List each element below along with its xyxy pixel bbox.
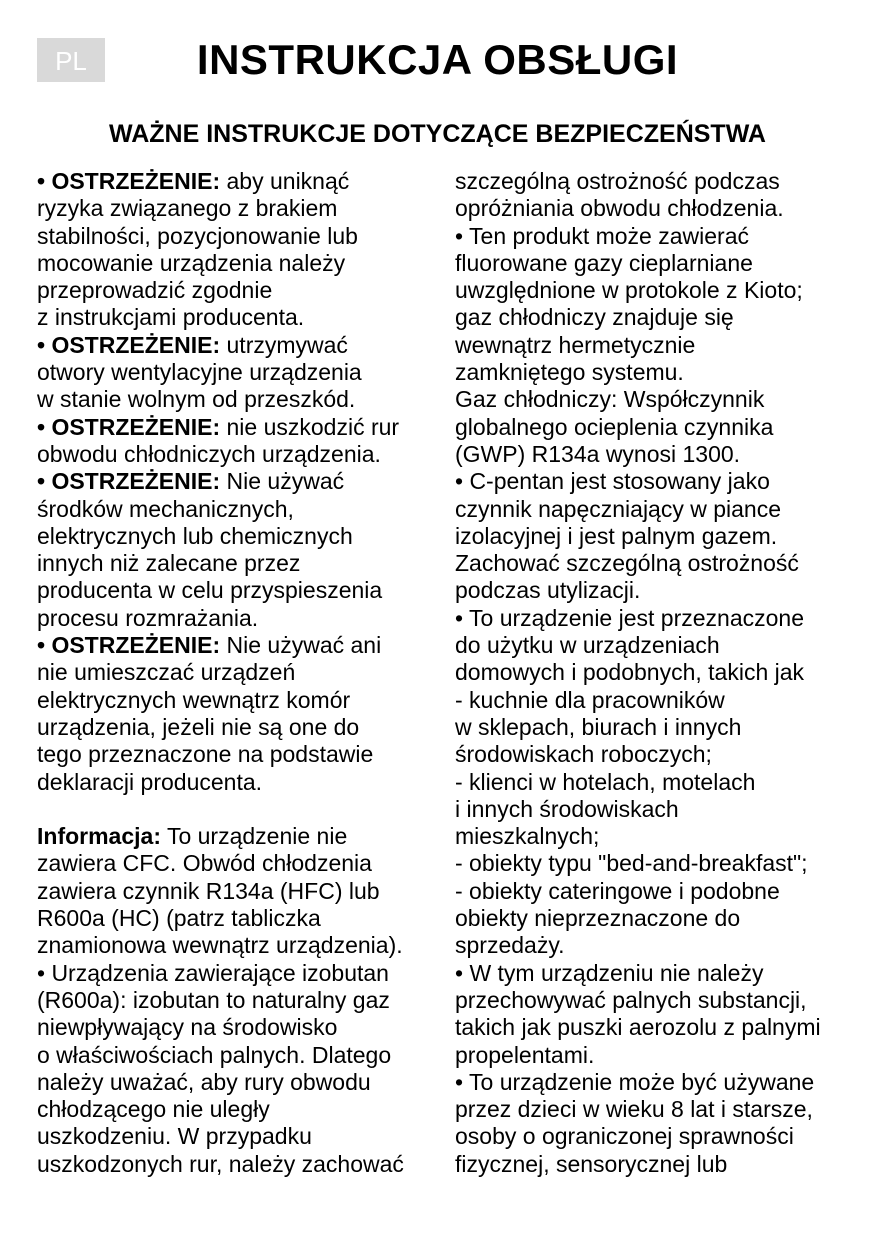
text-line	[455, 987, 865, 1014]
text-line-content: fluorowane gazy cieplarniane	[455, 249, 753, 276]
text-line	[455, 1042, 865, 1069]
text-line-content: stabilności, pozycjonowanie lub	[37, 222, 358, 249]
warning-label: • OSTRZEŻENIE:	[37, 413, 221, 440]
text-line-content: znamionowa wewnątrz urządzenia).	[37, 932, 403, 959]
text-line	[37, 195, 449, 222]
text-line-content: nie uszkodzić rur	[220, 413, 400, 440]
text-line	[455, 850, 865, 877]
text-line-content: (R600a): izobutan to naturalny gaz	[37, 986, 390, 1013]
section-heading: WAŻNE INSTRUKCJE DOTYCZĄCE BEZPIECZEŃSTWA	[109, 120, 766, 148]
text-line-content: z instrukcjami producenta.	[37, 304, 305, 331]
text-line	[37, 277, 449, 304]
text-line-content: R600a (HC) (patrz tabliczka	[37, 905, 321, 932]
text-line	[37, 850, 449, 877]
text-line-content: w stanie wolnym od przeszkód.	[37, 386, 356, 413]
text-line-content: Nie używać	[220, 468, 345, 495]
text-line	[37, 741, 449, 768]
text-line	[37, 932, 449, 959]
text-line-content: elektrycznych lub chemicznych	[37, 522, 353, 549]
text-line	[455, 1096, 865, 1123]
text-line	[37, 223, 449, 250]
warning-label: • OSTRZEŻENIE:	[37, 331, 221, 358]
text-line-content: elektrycznych wewnątrz komór	[37, 686, 351, 713]
text-line	[37, 987, 449, 1014]
text-line-content: chłodzącego nie uległy	[37, 1096, 270, 1123]
text-line-content: Gaz chłodniczy: Współczynnik	[455, 386, 765, 413]
text-line	[455, 359, 865, 386]
language-badge: PL	[37, 38, 105, 82]
text-line-content: uszkodzonych rur, należy zachować	[37, 1150, 404, 1177]
text-line-content: takich jak puszki aerozolu z palnymi	[455, 1014, 821, 1041]
text-line	[37, 250, 449, 277]
warning-label: • OSTRZEŻENIE:	[37, 168, 221, 194]
text-line	[455, 1151, 865, 1178]
text-line	[455, 659, 865, 686]
text-line	[455, 468, 865, 495]
text-line	[37, 304, 449, 331]
text-line-content: szczególną ostrożność podczas	[455, 168, 780, 194]
warning-label: • OSTRZEŻENIE:	[37, 632, 221, 659]
text-line-content: uszkodzeniu. W przypadku	[37, 1123, 312, 1150]
text-line	[455, 277, 865, 304]
text-line-content: (GWP) R134a wynosi 1300.	[455, 440, 741, 467]
text-line	[455, 250, 865, 277]
text-line	[37, 550, 449, 577]
text-line-content: mocowanie urządzenia należy	[37, 249, 346, 276]
text-line	[37, 359, 449, 386]
text-line-content: przechowywać palnych substancji,	[455, 986, 807, 1013]
text-line-content: ryzyka związanego z brakiem	[37, 195, 338, 222]
text-line-content: o właściwościach palnych. Dlatego	[37, 1041, 392, 1068]
text-line	[455, 332, 865, 359]
text-line	[37, 332, 449, 359]
text-line-content: • To urządzenie jest przeznaczone	[455, 604, 804, 631]
text-line-content: czynnik napęczniający w piance	[455, 495, 782, 522]
text-line	[37, 960, 449, 987]
text-line-content: • To urządzenie może być używane	[455, 1068, 815, 1095]
text-line-content: - klienci w hotelach, motelach	[455, 768, 756, 795]
text-line	[455, 714, 865, 741]
text-line-content: Nie używać ani	[220, 632, 382, 659]
text-line	[455, 632, 865, 659]
text-line	[455, 741, 865, 768]
text-line-content: izolacyjnej i jest palnym gazem.	[455, 522, 778, 549]
text-line	[455, 1069, 865, 1096]
text-line-content: - kuchnie dla pracowników	[455, 686, 725, 713]
warning-label: • OSTRZEŻENIE:	[37, 468, 221, 495]
text-line	[455, 304, 865, 331]
text-line-content: środowiskach roboczych;	[455, 741, 712, 768]
text-line	[455, 823, 865, 850]
text-line-content: propelentami.	[455, 1041, 595, 1068]
text-line-content: niewpływający na środowisko	[37, 1014, 338, 1041]
text-line	[37, 659, 449, 686]
text-line	[37, 1014, 449, 1041]
text-line-content: • C-pentan jest stosowany jako	[455, 468, 770, 495]
text-line-content: - obiekty cateringowe i podobne	[455, 877, 780, 904]
text-line-content: w sklepach, biurach i innych	[455, 713, 742, 740]
text-line-content: przeprowadzić zgodnie	[37, 277, 273, 304]
text-line-content: sprzedaży.	[455, 932, 565, 959]
text-line-content: mieszkalnych;	[455, 823, 600, 850]
text-line-content: zamkniętego systemu.	[455, 359, 684, 386]
text-line	[37, 1096, 449, 1123]
text-line-content: fizycznej, sensorycznej lub	[455, 1150, 728, 1177]
right-text-column	[455, 168, 865, 1178]
text-line-content: gaz chłodniczy znajduje się	[455, 304, 734, 331]
text-line-content: - obiekty typu "bed-and-breakfast";	[455, 850, 808, 877]
text-line-content: procesu rozmrażania.	[37, 604, 259, 631]
text-line	[455, 932, 865, 959]
text-line	[37, 1042, 449, 1069]
text-line-content: • Urządzenia zawierające izobutan	[37, 959, 389, 986]
text-line-content: środków mechanicznych,	[37, 495, 294, 522]
text-line-content: wewnątrz hermetycznie	[455, 331, 696, 358]
text-line	[455, 878, 865, 905]
text-line-content: i innych środowiskach	[455, 795, 679, 822]
text-line	[455, 496, 865, 523]
text-line-content: przez dzieci w wieku 8 lat i starsze,	[455, 1096, 813, 1123]
text-line-content: deklaracji producenta.	[37, 768, 263, 795]
text-line	[37, 1069, 449, 1096]
text-line-content: innych niż zalecane przez	[37, 550, 301, 577]
text-line-content: • Ten produkt może zawierać	[455, 222, 749, 249]
text-line	[37, 714, 449, 741]
text-line-content: tego przeznaczone na podstawie	[37, 741, 374, 768]
text-line	[455, 195, 865, 222]
text-line-content: uwzględnione w protokole z Kioto;	[455, 277, 803, 304]
text-line	[37, 496, 449, 523]
text-line	[455, 687, 865, 714]
text-line-content: aby uniknąć	[220, 168, 350, 194]
text-line-content: otwory wentylacyjne urządzenia	[37, 359, 362, 386]
text-line	[455, 769, 865, 796]
text-line-content: urządzenia, jeżeli nie są one do	[37, 713, 360, 740]
text-line	[455, 441, 865, 468]
text-line-content: obiekty nieprzeznaczone do	[455, 905, 741, 932]
text-line-content: utrzymywać	[220, 331, 348, 358]
text-line	[37, 605, 449, 632]
text-line-content: zawiera czynnik R134a (HFC) lub	[37, 877, 380, 904]
text-line-content: opróżniania obwodu chłodzenia.	[455, 195, 784, 222]
text-line	[455, 577, 865, 604]
text-line-content: Zachować szczególną ostrożność	[455, 550, 799, 577]
text-line	[37, 687, 449, 714]
text-line	[37, 523, 449, 550]
text-line	[37, 441, 449, 468]
text-line	[37, 1123, 449, 1150]
text-line	[37, 468, 449, 495]
text-line	[455, 605, 865, 632]
text-line	[37, 1151, 449, 1178]
text-line	[455, 168, 865, 195]
text-line	[455, 905, 865, 932]
text-line	[455, 796, 865, 823]
text-line	[455, 960, 865, 987]
text-line-content: obwodu chłodniczych urządzenia.	[37, 440, 381, 467]
text-line	[37, 905, 449, 932]
text-line	[37, 386, 449, 413]
left-text-column	[37, 168, 449, 1178]
text-line	[37, 878, 449, 905]
text-line-content: osoby o ograniczonej sprawności	[455, 1123, 794, 1150]
text-line-content: • W tym urządzeniu nie należy	[455, 959, 764, 986]
text-line	[37, 168, 449, 195]
text-line	[37, 414, 449, 441]
text-line-content: To urządzenie nie	[160, 823, 348, 850]
warning-label: Informacja:	[37, 823, 161, 850]
text-line	[455, 550, 865, 577]
text-line-content: podczas utylizacji.	[455, 577, 641, 604]
text-line	[37, 823, 449, 850]
text-line-content: domowych i podobnych, takich jak	[455, 659, 805, 686]
text-line-content: do użytku w urządzeniach	[455, 632, 720, 659]
text-line	[37, 577, 449, 604]
text-line-content: zawiera CFC. Obwód chłodzenia	[37, 850, 372, 877]
text-line	[455, 386, 865, 413]
text-line-content: nie umieszczać urządzeń	[37, 659, 296, 686]
text-line	[455, 1123, 865, 1150]
text-line-content: producenta w celu przyspieszenia	[37, 577, 383, 604]
page-title: INSTRUKCJA OBSŁUGI	[196, 36, 679, 83]
text-line	[455, 1014, 865, 1041]
text-line	[455, 523, 865, 550]
text-line-content: globalnego ocieplenia czynnika	[455, 413, 774, 440]
paragraph-gap	[37, 796, 449, 823]
text-line-content: należy uważać, aby rury obwodu	[37, 1068, 371, 1095]
text-line	[455, 223, 865, 250]
text-line	[455, 414, 865, 441]
text-line	[37, 632, 449, 659]
text-line	[37, 769, 449, 796]
